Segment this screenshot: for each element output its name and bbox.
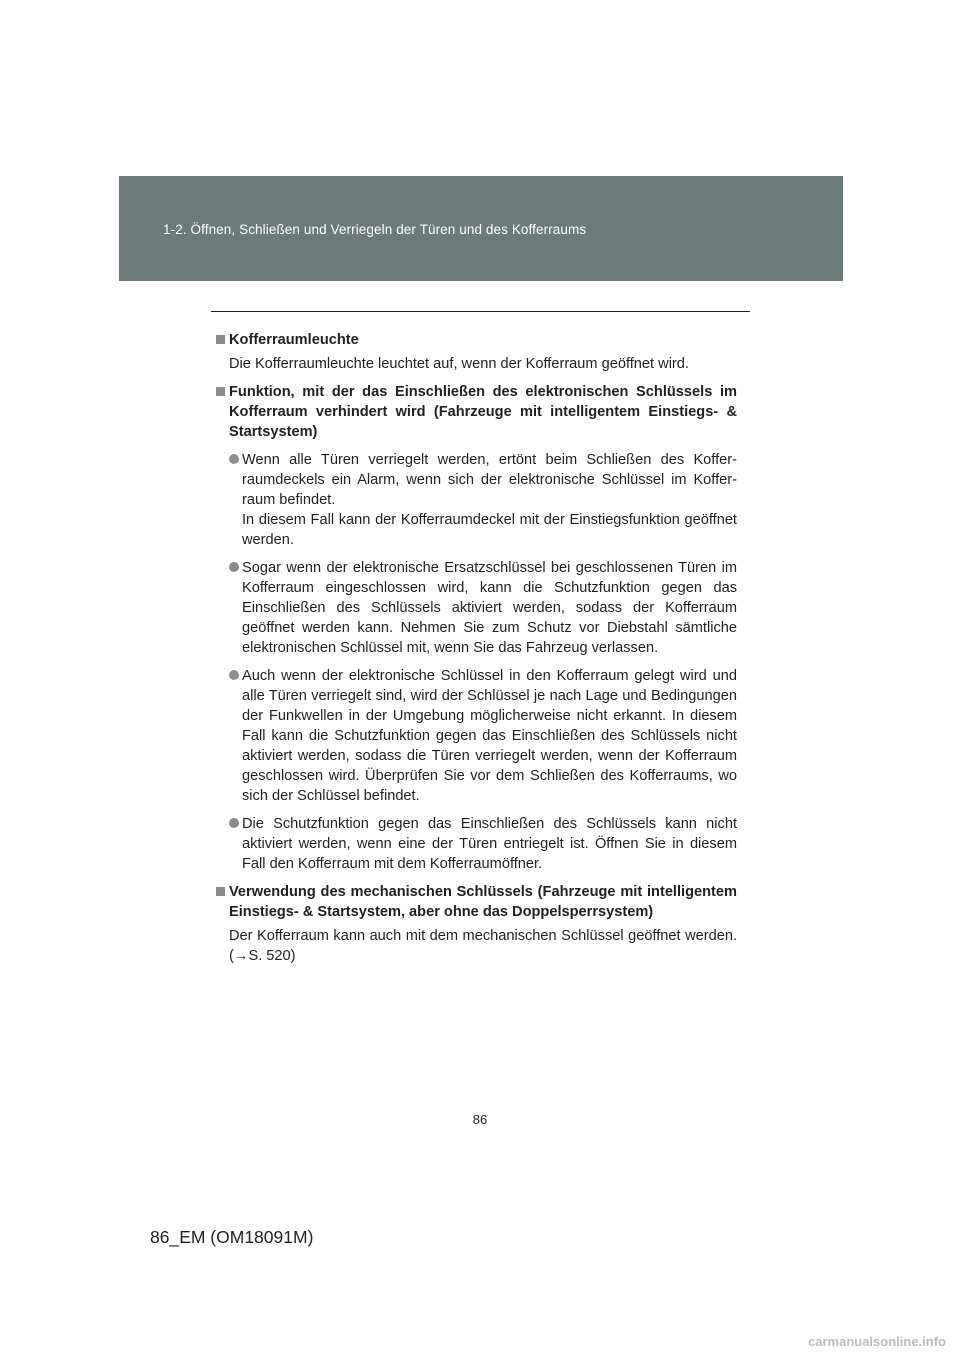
section-heading: Verwendung des mechanischen Schlüssels (Fahrzeuge mit intelligentem Einstiegs- & Startsystem, aber ohne das Doppelsperrsystem) (229, 884, 737, 920)
chapter-header-band (119, 176, 843, 281)
section-paragraph: Der Kofferraum kann auch mit dem mechanischen Schlüssel geöffnet werden. (→S. 520) (229, 928, 737, 964)
section-mechanical-key (216, 882, 737, 966)
bullet-text: Die Schutzfunktion gegen das Einschließen des Schlüssels kann nicht aktiviert werden, wenn eine der Türen entriegelt ist. Öffnen Sie in diesem Fall den Kofferraum mit dem Kofferraumöffner. (242, 816, 737, 872)
bullet-text: Sogar wenn der elektronische Ersatzschlüssel bei geschlossenen Türen im Kofferraum eingeschlossen wird, kann die Schutzfunktion gegen das Einschließen des Schlüssels aktiviert werden, sodass der Kofferraum geöffnet werden kann. Nehmen Sie zum Schutz vor Diebstahl sämtliche elektronischen Schlüssel mit, wenn Sie das Fahrzeug verlassen. (242, 560, 737, 656)
bullet-text: Auch wenn der elektronische Schlüssel in den Kofferraum gelegt wird und alle Türen verriegelt sind, wird der Schlüssel je nach Lage und Bedingungen der Funkwellen in der Umgebung möglicherweise nicht erkannt. In diesem Fall kann die Schutzfunktion gegen das Einschließen des Schlüssels nicht aktiviert werden, sodass die Türen verriegelt werden, wenn der Kofferraum geschlossen wird. Überprüfen Sie vor dem Schließen des Kofferraums, wo sich der Schlüssel befindet. (242, 668, 737, 804)
section-heading: Funktion, mit der das Einschließen des elektronischen Schlüssels im Kofferraum verhindert wird (Fahrzeuge mit intelligentem Einstiegs- & Startsystem) (229, 384, 737, 440)
bullet-item (229, 666, 737, 806)
bullet-text: Wenn alle Türen verriegelt werden, ertönt beim Schließen des Kofferraumdeckels ein Alarm, wenn sich der elektronische Schlüssel im Kofferraum befindet. (242, 452, 737, 508)
page-content (216, 330, 737, 974)
circle-bullet-icon (229, 454, 239, 464)
page-number: 86 (472, 1112, 488, 1127)
chapter-section-title: 1-2. Öffnen, Schließen und Verriegeln der Türen und des Kofferraums (163, 222, 587, 237)
section-paragraph: Die Kofferraumleuchte leuchtet auf, wenn der Kofferraum geöffnet wird. (229, 356, 689, 372)
section-key-lock-in-prevention (216, 382, 737, 874)
circle-bullet-icon (229, 562, 239, 572)
watermark: carmanualsonline.info (808, 1334, 946, 1349)
bullet-text: In diesem Fall kann der Kofferraumdeckel mit der Einstiegsfunktion geöffnet werden. (242, 512, 737, 548)
section-heading: Kofferraumleuchte (229, 332, 359, 348)
top-divider-rule (211, 311, 750, 312)
bullet-item (229, 450, 737, 550)
bullet-item (229, 558, 737, 658)
circle-bullet-icon (229, 670, 239, 680)
square-bullet-icon (216, 887, 225, 896)
circle-bullet-icon (229, 818, 239, 828)
square-bullet-icon (216, 335, 225, 344)
square-bullet-icon (216, 387, 225, 396)
bullet-item (229, 814, 737, 874)
document-code: 86_EM (OM18091M) (150, 1227, 314, 1247)
section-trunk-light (216, 330, 737, 374)
